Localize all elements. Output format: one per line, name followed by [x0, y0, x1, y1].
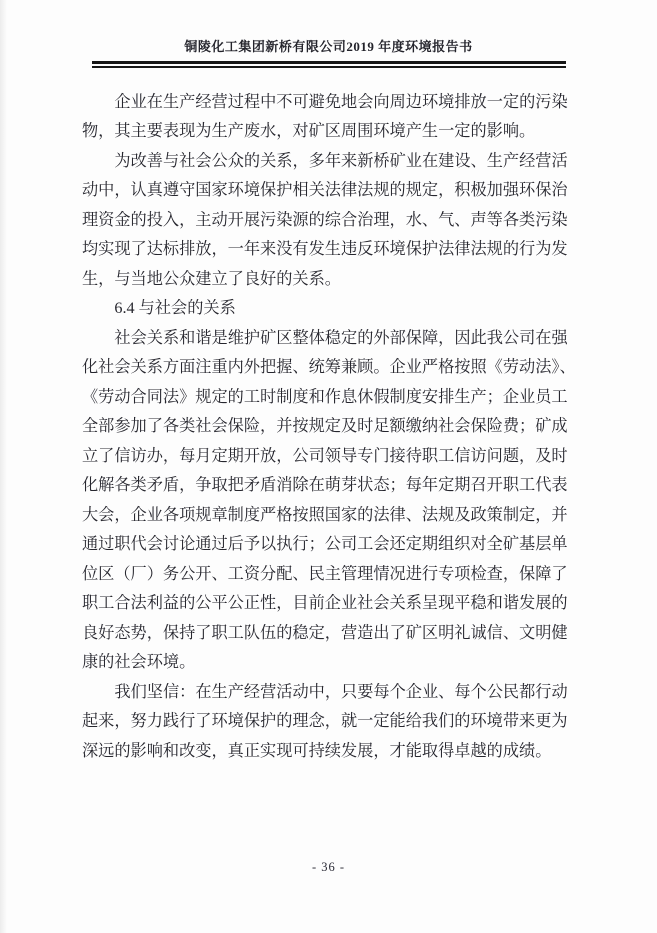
section-heading-6-4: 6.4 与社会的关系: [114, 299, 236, 317]
page-footer: [0, 858, 657, 876]
header-title: 铜陵化工集团新桥有限公司2019 年度环境报告书: [184, 39, 473, 54]
page-number: - 36 -: [311, 860, 346, 874]
paragraph-pollution-overview: 企业在生产经营过程中不可避免地会向周边环境排放一定的污染 物，其主要表现为生产废水，对矿区周围环境产生一定的影响。: [82, 92, 568, 140]
page-header: [0, 0, 657, 68]
document-body: [0, 88, 657, 767]
paragraph-social-relations: 社会关系和谐是维护矿区整体稳定的外部保障，因此我公司在强 化社会关系方面注重内外把握、统筹兼顾。企业严格按照《劳动法》、 《劳动合同法》规定的工时制度和作息休假制度安排生产；企业员工 全部参加了各类社会保险，并按规定及时足额缴纳社会保险费；矿成 立了信访办，每月定期开放，公司领导专门接待职工信访问题，及时 化解各类矛盾，争取把矛盾消除在萌芽状态；每年定期召开职工代表 大会，企业各项规章制度严格按照国家的法律、法规及政策制定，并 通过职代会讨论通过后予以执行；公司工会还定期组织对全矿基层单 位区（厂）务公开、工资分配、民主管理情况进行专项检查，保障了 职工合法利益的公平公正性，目前企业社会关系呈现平稳和谐发展的 良好态势，保持了职工队伍的稳定，营造出了矿区明礼诚信、文明健 康的社会环境。: [82, 328, 576, 671]
paragraph-closing-statement: 我们坚信：在生产经营活动中，只要每个企业、每个公民都行动 起来，努力践行了环境保护的理念，就一定能给我们的环境带来更为 深远的影响和改变，真正实现可持续发展，才能取得卓越的成绩。: [82, 682, 568, 760]
header-rule-divider: [92, 61, 566, 68]
paragraph-public-relations: 为改善与社会公众的关系，多年来新桥矿业在建设、生产经营活 动中，认真遵守国家环境保护相关法律法规的规定，积极加强环保治 理资金的投入，主动开展污染源的综合治理，水、气、声等各类污染 均实现了达标排放，一年来没有发生违反环境保护法律法规的行为发 生，与当地公众建立了良好的关系。: [82, 151, 568, 288]
